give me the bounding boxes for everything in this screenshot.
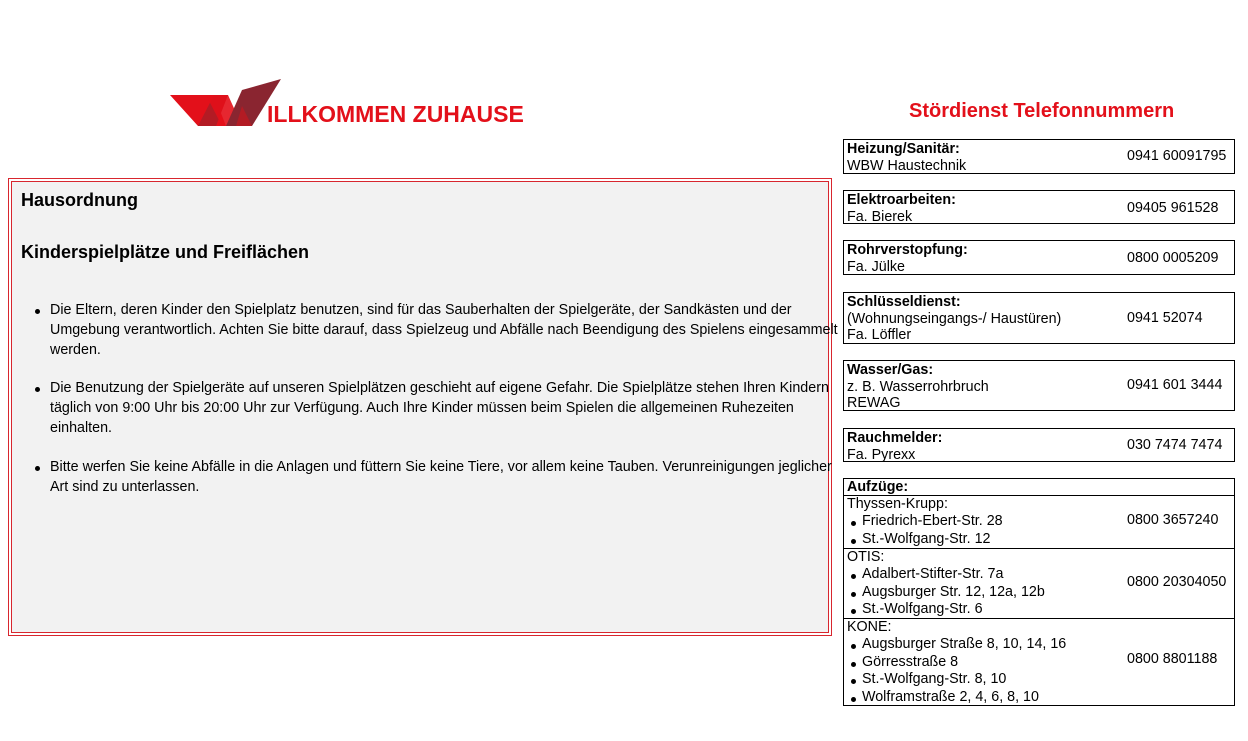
service-box-elektro xyxy=(843,190,1235,224)
service-phone: 0800 0005209 xyxy=(1127,250,1219,266)
elevator-address: Friedrich-Ebert-Str. 28 xyxy=(847,513,1234,531)
service-phone: 030 7474 7474 xyxy=(1127,437,1223,453)
service-provider: WBW Haustechnik xyxy=(847,157,967,174)
hausordnung-panel xyxy=(8,178,838,636)
rule-item: Die Benutzung der Spielgeräte auf unseren Spielplätzen geschieht auf eigene Gefahr. Die Spielplätze stehen Ihren Kindern täglich von 9:00 Uhr bis 20:00 Uhr zur Verfügung. Auch Ihre Kinder müssen beim Spielen die allgemeinen Ruhezeiten einhalten. xyxy=(50,379,840,438)
service-provider: (Wohnungseingangs-/ Haustüren) xyxy=(847,310,1062,327)
service-box-rohr xyxy=(843,240,1235,275)
service-phone: 09405 961528 xyxy=(1127,200,1219,216)
service-phone: 0941 52074 xyxy=(1127,310,1203,326)
service-provider: Fa. Pyrexx xyxy=(847,446,916,463)
hausordnung-title: Hausordnung xyxy=(21,190,138,210)
service-provider: Fa. Bierek xyxy=(847,208,913,225)
elevator-address: St.-Wolfgang-Str. 6 xyxy=(847,601,1234,619)
elevator-company-row xyxy=(844,619,1234,706)
rule-item: Bitte werfen Sie keine Abfälle in die Anlagen und füttern Sie keine Tiere, vor allem keine Tauben. Verunreinigungen jeglicher Art sind zu unterlassen. xyxy=(50,458,840,498)
service-category: Aufzüge: xyxy=(844,479,1234,496)
elevator-phone: 0800 8801188 xyxy=(1127,651,1218,667)
rules-list xyxy=(21,301,840,516)
elevator-address: Adalbert-Stifter-Str. 7a xyxy=(847,566,1234,584)
service-box-wasser xyxy=(843,360,1235,411)
service-category: Schlüsseldienst: xyxy=(847,294,961,310)
service-phone: 0941 601 3444 xyxy=(1127,377,1223,393)
elevator-company-row xyxy=(844,496,1234,549)
service-category: Heizung/Sanitär: xyxy=(847,141,960,157)
hausordnung-subtitle: Kinderspielplätze und Freiflächen xyxy=(21,242,310,262)
elevator-phone: 0800 20304050 xyxy=(1127,574,1227,590)
elevator-phone: 0800 3657240 xyxy=(1127,512,1219,528)
service-box-rauchmelder xyxy=(843,428,1235,462)
elevator-company-name: OTIS: xyxy=(847,549,885,565)
rule-item: Die Eltern, deren Kinder den Spielplatz benutzen, sind für das Sauberhalten der Spielgeräte, der Sandkästen und der Umgebung verantwortlich. Achten Sie bitte darauf, dass Spielzeug und Abfälle nach Beendigung des Spielens eingesammelt werden. xyxy=(50,301,840,360)
elevator-company-row xyxy=(844,549,1234,619)
service-provider: Fa. Jülke xyxy=(847,258,906,275)
service-box-aufzuege xyxy=(843,478,1235,706)
service-category: Elektroarbeiten: xyxy=(847,192,956,208)
elevator-address: Wolframstraße 2, 4, 6, 8, 10 xyxy=(847,689,1234,707)
service-provider: z. B. Wasserrohrbruch xyxy=(847,378,989,395)
service-provider: REWAG xyxy=(847,395,901,411)
elevator-company-name: Thyssen-Krupp: xyxy=(847,496,948,512)
elevator-company-name: KONE: xyxy=(847,619,892,635)
elevator-address: St.-Wolfgang-Str. 12 xyxy=(847,531,1234,549)
stoerdienst-title: Stördienst Telefonnummern xyxy=(909,100,1175,122)
service-provider: Fa. Löffler xyxy=(847,327,912,343)
service-box-schluessel xyxy=(843,292,1235,344)
service-category: Wasser/Gas: xyxy=(847,362,934,378)
service-box-heizung xyxy=(843,139,1235,174)
elevator-address: St.-Wolfgang-Str. 8, 10 xyxy=(847,671,1234,689)
service-category: Rauchmelder: xyxy=(847,430,943,446)
elevator-address: Augsburger Straße 8, 10, 14, 16 xyxy=(847,636,1234,654)
service-category: Rohrverstopfung: xyxy=(847,242,968,258)
service-phone: 0941 60091795 xyxy=(1127,148,1227,164)
elevator-address: Görresstraße 8 xyxy=(847,654,1234,672)
elevator-address: Augsburger Str. 12, 12a, 12b xyxy=(847,584,1234,602)
welcome-heading: ILLKOMMEN ZUHAUSE xyxy=(267,101,524,127)
